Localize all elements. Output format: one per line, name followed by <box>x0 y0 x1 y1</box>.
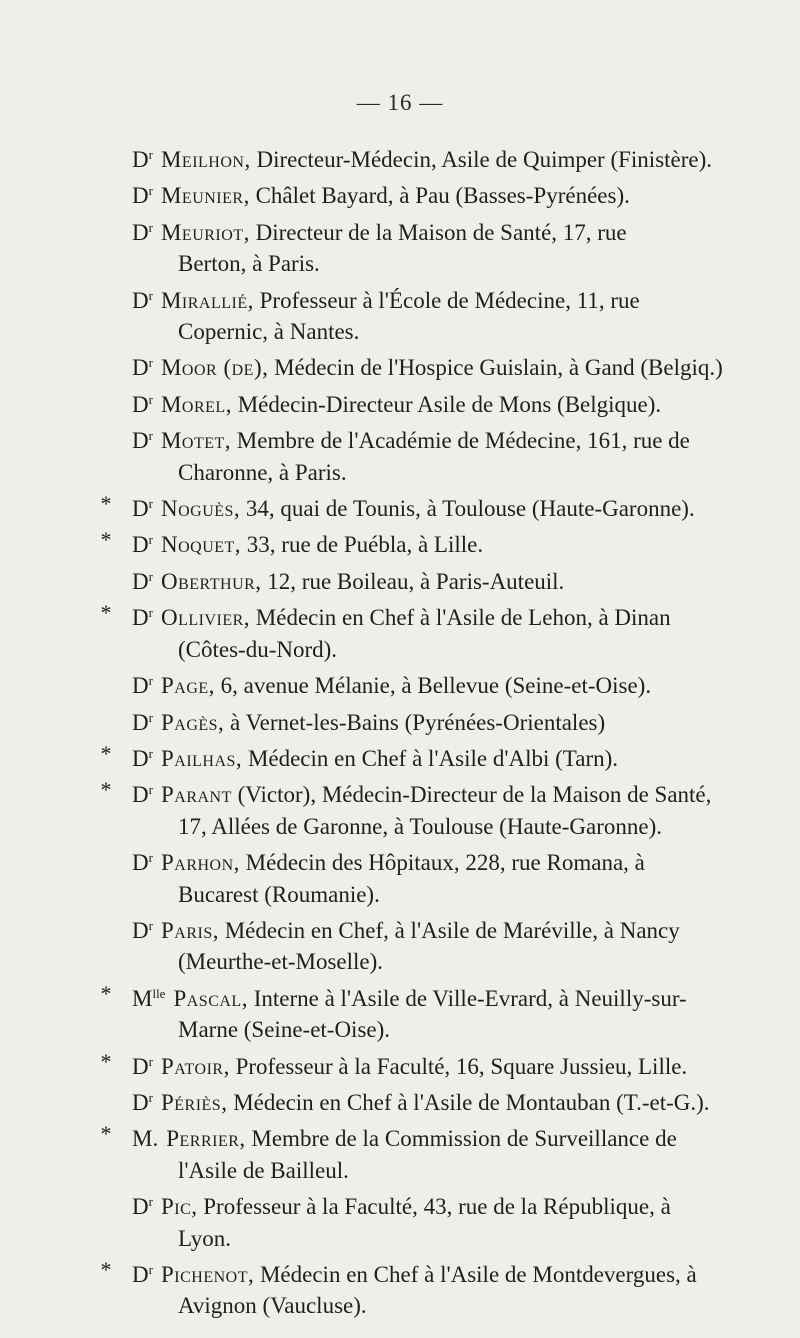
entry-title-superscript: r <box>148 219 153 235</box>
entry-title-text: D <box>132 709 149 735</box>
entry-name: Pailhas, <box>160 745 243 771</box>
entry-list <box>0 139 800 1322</box>
directory-entry <box>0 139 800 175</box>
entry-title <box>132 183 153 208</box>
directory-entry <box>0 910 800 978</box>
directory-entry <box>0 488 800 524</box>
entry-title <box>132 710 153 735</box>
entry-title-superscript: r <box>148 605 153 621</box>
entry-title-superscript: r <box>148 917 153 933</box>
entry-title-superscript: r <box>148 1053 153 1069</box>
directory-entry <box>0 347 800 383</box>
entry-first-line <box>0 280 800 316</box>
entry-text: Lyon. <box>178 1225 232 1251</box>
directory-entry <box>0 1254 800 1322</box>
entry-continuation-line <box>0 879 800 910</box>
entry-title-text: D <box>132 496 149 522</box>
entry-title <box>132 288 153 313</box>
entry-title-text: D <box>132 532 149 558</box>
asterisk-marker: * <box>100 980 112 1006</box>
entry-title-superscript: r <box>148 496 153 512</box>
entry-title-superscript: r <box>148 745 153 761</box>
entry-name: Noguès, <box>160 496 241 522</box>
directory-entry <box>0 561 800 597</box>
entry-title-text: M <box>132 985 153 1011</box>
page-number: — 16 — <box>356 90 444 115</box>
entry-title-text: D <box>132 782 149 808</box>
directory-entry <box>0 175 800 211</box>
entry-name: Périès, <box>160 1089 228 1115</box>
asterisk-marker: * <box>100 777 112 803</box>
entry-text: 12, rue Boileau, à Paris-Auteuil. <box>267 568 565 594</box>
entry-continuation-line <box>0 946 800 977</box>
directory-entry <box>0 1118 800 1186</box>
entry-title-text: D <box>132 745 149 771</box>
entry-title-text: D <box>132 917 149 943</box>
entry-name: Pichenot, <box>160 1262 255 1287</box>
entry-title-text: D <box>132 287 149 313</box>
entry-title <box>132 569 153 594</box>
entry-text: Copernic, à Nantes. <box>178 319 360 345</box>
entry-name: Pascal, <box>173 985 248 1011</box>
entry-title <box>132 1194 153 1219</box>
entry-title <box>132 918 153 943</box>
entry-first-line <box>0 842 800 878</box>
directory-entry <box>0 384 800 420</box>
entry-title <box>132 355 153 380</box>
directory-entry <box>0 1082 800 1118</box>
entry-title <box>132 147 153 172</box>
asterisk-marker: * <box>100 1257 112 1282</box>
entry-text: Bucarest (Roumanie). <box>178 881 380 907</box>
entry-title-text: D <box>132 1194 149 1220</box>
entry-text: Membre de l'Académie de Médecine, 161, rue de <box>236 428 690 454</box>
entry-text: Professeur à la Faculté, 16, Square Jussieu, Lille. <box>235 1053 688 1079</box>
entry-text: Directeur-Médecin, Asile de Quimper (Finistère). <box>256 147 713 172</box>
entry-text: (Meurthe-et-Moselle). <box>178 949 384 975</box>
entry-continuation-line <box>0 1223 800 1254</box>
entry-title-text: D <box>132 355 149 381</box>
entry-first-line <box>0 524 800 560</box>
entry-name: Motet, <box>160 428 232 454</box>
entry-title-superscript: r <box>148 709 153 725</box>
entry-first-line <box>0 384 800 420</box>
entry-text: 6, avenue Mélanie, à Bellevue (Seine-et-Oise). <box>220 673 652 699</box>
entry-text: Médecin en Chef, à l'Asile de Maréville, à Nancy <box>224 917 680 943</box>
entry-first-line <box>0 1118 800 1154</box>
entry-first-line <box>0 420 800 456</box>
entry-first-line <box>0 139 800 175</box>
entry-title <box>132 1054 153 1079</box>
entry-first-line <box>0 1186 800 1222</box>
entry-title-text: D <box>132 1262 149 1287</box>
directory-entry <box>0 524 800 560</box>
entry-title-text: D <box>132 219 149 245</box>
entry-text: Directeur de la Maison de Santé, 17, rue <box>255 219 627 245</box>
entry-name: Paris, <box>160 917 219 943</box>
directory-entry <box>0 702 800 738</box>
entry-continuation-line <box>0 316 800 347</box>
entry-continuation-line <box>0 248 800 279</box>
entry-name: Morel, <box>160 391 232 417</box>
directory-entry <box>0 842 800 910</box>
entry-title <box>132 428 153 453</box>
entry-title-text: D <box>132 147 149 172</box>
entry-title-superscript: r <box>148 850 153 866</box>
entry-first-line <box>0 665 800 701</box>
entry-title <box>132 532 153 557</box>
entry-name: Noquet, <box>160 532 242 558</box>
entry-name: Meuriot, <box>160 219 250 245</box>
entry-title <box>132 605 153 630</box>
entry-first-line <box>0 212 800 248</box>
entry-title <box>132 1090 153 1115</box>
entry-first-line <box>0 597 800 633</box>
entry-title-text: D <box>132 391 149 417</box>
asterisk-marker: * <box>100 1121 112 1147</box>
entry-title-superscript: r <box>148 568 153 584</box>
entry-text: Membre de la Commission de Surveillance de <box>251 1126 677 1152</box>
entry-continuation-line <box>0 634 800 665</box>
entry-title-superscript: r <box>148 355 153 371</box>
directory-entry <box>0 597 800 665</box>
directory-entry <box>0 665 800 701</box>
directory-entry <box>0 1046 800 1082</box>
entry-title-text: D <box>132 605 149 631</box>
entry-continuation-line <box>0 1014 800 1045</box>
entry-text: (Côtes-du-Nord). <box>178 636 338 662</box>
entry-title-superscript: r <box>148 782 153 798</box>
entry-title <box>132 220 153 245</box>
entry-text: Avignon (Vaucluse). <box>178 1293 367 1319</box>
entry-title-text: D <box>132 183 149 209</box>
entry-text: Médecin des Hôpitaux, 228, rue Romana, à <box>245 850 645 876</box>
directory-entry <box>0 978 800 1046</box>
entry-title-text: D <box>132 1053 149 1079</box>
entry-name: Perrier, <box>166 1126 246 1152</box>
entry-text: Médecin en Chef à l'Asile de Lehon, à Dinan <box>255 605 671 631</box>
entry-first-line <box>0 910 800 946</box>
entry-title-superscript: r <box>148 673 153 689</box>
entry-title-superscript: lle <box>152 985 166 1001</box>
entry-name: Patoir, <box>160 1053 230 1079</box>
directory-entry <box>0 420 800 488</box>
entry-text: à Vernet-les-Bains (Pyrénées-Orientales) <box>230 709 606 735</box>
entry-continuation-line <box>0 1290 800 1321</box>
entry-text: Berton, à Paris. <box>178 251 320 277</box>
entry-text: (Victor), Médecin-Directeur de la Maison de Santé, <box>237 782 712 808</box>
entry-title-superscript: r <box>148 391 153 407</box>
entry-first-line <box>0 1046 800 1082</box>
entry-text: Charonne, à Paris. <box>178 459 347 485</box>
entry-first-line <box>0 175 800 211</box>
entry-name: Meunier, <box>160 183 250 209</box>
entry-text: Médecin de l'Hospice Guislain, à Gand (Belgiq.) <box>274 355 723 381</box>
entry-title <box>132 1262 153 1287</box>
entry-title-superscript: r <box>148 1262 153 1277</box>
entry-text: 34, quai de Tounis, à Toulouse (Haute-Garonne). <box>245 496 695 522</box>
entry-name: Page, <box>160 673 215 699</box>
entry-title-text: M. <box>132 1126 159 1152</box>
entry-title <box>132 392 153 417</box>
entry-continuation-line <box>0 457 800 488</box>
asterisk-marker: * <box>100 600 112 626</box>
entry-title <box>132 986 165 1011</box>
entry-title-superscript: r <box>148 1089 153 1105</box>
directory-entry <box>0 774 800 842</box>
entry-text: Interne à l'Asile de Ville-Evrard, à Neuilly-sur- <box>253 985 687 1011</box>
entry-name: Ollivier, <box>160 605 251 631</box>
entry-text: Professeur à l'École de Médecine, 11, rue <box>259 287 640 313</box>
entry-name: Meilhon, <box>160 147 251 172</box>
entry-title-text: D <box>132 1089 149 1115</box>
entry-name: Mirallié, <box>160 287 254 313</box>
entry-title <box>132 496 153 521</box>
entry-text: 33, rue de Puébla, à Lille. <box>246 532 484 558</box>
directory-entry <box>0 212 800 280</box>
entry-title-superscript: r <box>148 287 153 303</box>
entry-title-superscript: r <box>148 183 153 199</box>
entry-first-line <box>0 738 800 774</box>
entry-first-line <box>0 1082 800 1118</box>
entry-title-text: D <box>132 568 149 594</box>
entry-title-text: D <box>132 428 149 454</box>
entry-text: 17, Allées de Garonne, à Toulouse (Haute-Garonne). <box>178 813 662 839</box>
entry-first-line <box>0 347 800 383</box>
entry-title-superscript: r <box>148 532 153 548</box>
entry-title <box>132 1126 158 1151</box>
entry-text: Médecin en Chef à l'Asile de Montauban (T.-et-G.). <box>233 1089 710 1115</box>
entry-title <box>132 673 153 698</box>
entry-text: Châlet Bayard, à Pau (Basses-Pyrénées). <box>255 183 630 209</box>
entry-title <box>132 782 153 807</box>
entry-title-superscript: r <box>148 428 153 444</box>
entry-continuation-line <box>0 811 800 842</box>
asterisk-marker: * <box>100 1048 112 1074</box>
entry-name: Pic, <box>160 1194 198 1220</box>
entry-text: l'Asile de Bailleul. <box>178 1157 349 1183</box>
entry-text: Médecin en Chef à l'Asile de Montdevergues, à <box>259 1262 697 1287</box>
entry-first-line <box>0 488 800 524</box>
entry-title-superscript: r <box>148 1194 153 1210</box>
asterisk-marker: * <box>100 740 112 766</box>
entry-first-line <box>0 1254 800 1290</box>
entry-continuation-line <box>0 1155 800 1186</box>
entry-text: Médecin en Chef à l'Asile d'Albi (Tarn). <box>247 745 619 771</box>
entry-first-line <box>0 561 800 597</box>
asterisk-marker: * <box>100 527 112 553</box>
entry-name: Moor (de), <box>160 355 269 381</box>
entry-title-text: D <box>132 850 149 876</box>
entry-first-line <box>0 702 800 738</box>
entry-text: Médecin-Directeur Asile de Mons (Belgique). <box>237 391 662 417</box>
entry-first-line <box>0 978 800 1014</box>
entry-name: Parant <box>160 782 232 808</box>
entry-title-superscript: r <box>148 147 153 162</box>
directory-entry <box>0 738 800 774</box>
entry-name: Oberthur, <box>160 568 262 594</box>
directory-entry <box>0 1186 800 1254</box>
entry-first-line <box>0 774 800 810</box>
entry-text: Professeur à la Faculté, 43, rue de la République, à <box>203 1194 671 1220</box>
entry-text: Marne (Seine-et-Oise). <box>178 1017 391 1043</box>
entry-name: Pagès, <box>160 709 225 735</box>
entry-title-text: D <box>132 673 149 699</box>
directory-entry <box>0 280 800 348</box>
entry-name: Parhon, <box>160 850 240 876</box>
entry-title <box>132 850 153 875</box>
entry-title <box>132 746 153 771</box>
asterisk-marker: * <box>100 491 112 517</box>
